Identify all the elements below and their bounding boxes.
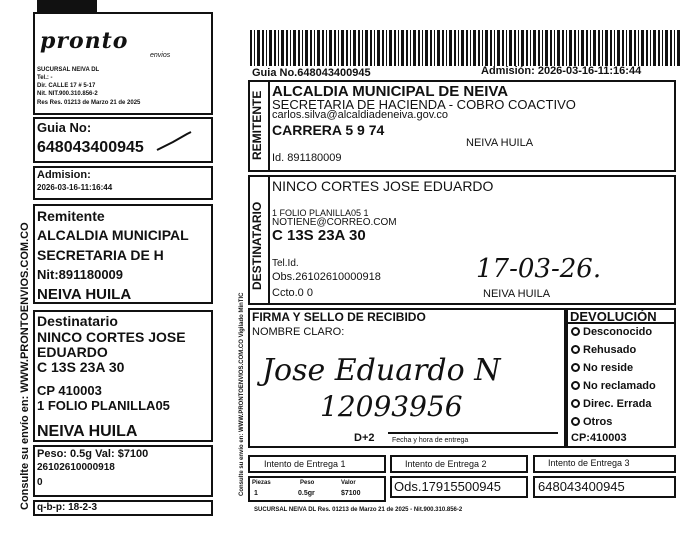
right-dest-tel: Tel.Id. — [272, 258, 299, 269]
dev-option-circle[interactable] — [571, 345, 580, 354]
left-rem-line1: ALCALDIA MUNICIPAL — [37, 227, 189, 243]
right-rem-addr: CARRERA 5 9 74 — [272, 122, 385, 138]
dev-option: Rehusado — [571, 345, 636, 356]
right-dest-folio: 1 FOLIO PLANILLA05 1 — [272, 208, 369, 218]
peso-header: Peso — [300, 480, 315, 486]
right-rem-id: Id. 891180009 — [272, 152, 342, 164]
left-zero: 0 — [37, 477, 43, 488]
right-dest-name: NINCO CORTES JOSE EDUARDO — [272, 178, 494, 194]
handwritten-date: 17-03-26. — [476, 254, 602, 284]
guia-bottom: 648043400945 — [538, 479, 625, 494]
left-admision-label: Admision: — [37, 169, 91, 181]
left-dest-folio: 1 FOLIO PLANILLA05 — [37, 398, 170, 413]
dev-option: Otros — [571, 417, 612, 428]
left-guia-value: 648043400945 — [37, 139, 144, 156]
left-peso-line: Peso: 0.5g Val: $7100 — [37, 448, 149, 460]
left-res: Res Res. 01213 de Marzo 21 de 2025 — [37, 100, 141, 106]
footer-sucursal: SUCURSAL NEIVA DL Res. 01213 de Marzo 21 de 2025 - Nit.900.310.856-2 — [254, 507, 463, 513]
dev-option-circle[interactable] — [571, 327, 580, 336]
intento3: Intento de Entrega 3 — [548, 458, 630, 468]
firma-title: FIRMA Y SELLO DE RECIBIDO — [252, 310, 426, 324]
left-rem-city: NEIVA HUILA — [37, 286, 132, 303]
left-dest-name2: EDUARDO — [37, 344, 108, 360]
right-rem-city: NEIVA HUILA — [466, 137, 534, 149]
intento2: Intento de Entrega 2 — [405, 459, 487, 469]
dev-option-circle[interactable] — [571, 381, 580, 390]
dev-title: DEVOLUCIÓN — [570, 309, 657, 324]
left-dest-name1: NINCO CORTES JOSE — [37, 329, 186, 345]
left-dest-label: Destinatario — [37, 313, 118, 329]
left-rem-line2: SECRETARIA DE H — [37, 247, 164, 263]
handwritten-id: 12093956 — [320, 390, 463, 423]
dev-option-circle[interactable] — [571, 417, 580, 426]
right-dest-ccto: Ccto.0 0 — [272, 287, 313, 299]
right-guia-no: Guia No.648043400945 — [252, 67, 371, 79]
left-admision-value: 2026-03-16-11:16:44 — [37, 183, 113, 192]
right-dest-email: NOTIENE@CORREO.COM — [272, 217, 397, 228]
right-dest-addr: C 13S 23A 30 — [272, 227, 366, 244]
right-rem-name: ALCALDIA MUNICIPAL DE NEIVA — [272, 83, 509, 100]
valor-header: Valor — [341, 480, 356, 486]
left-dest-addr: C 13S 23A 30 — [37, 359, 125, 375]
left-guia-label: Guia No: — [37, 120, 92, 135]
barcode — [250, 30, 680, 66]
right-rem-email: carlos.silva@alcaldiadeneiva.gov.co — [272, 109, 449, 121]
left-dest-cp: CP 410003 — [37, 383, 102, 398]
dev-option: Desconocido — [571, 327, 652, 338]
piezas-header: Piezas — [252, 480, 271, 486]
left-dest-city: NEIVA HUILA — [37, 423, 138, 440]
nombre-claro: NOMBRE CLARO: — [252, 326, 345, 338]
left-sucursal: SUCURSAL NEIVA DL — [37, 67, 100, 73]
peso-value: 0.5gr — [298, 490, 315, 497]
left-nit: Nit. NIT.900.310.856-2 — [37, 91, 98, 97]
dev-option: Direc. Errada — [571, 399, 651, 410]
left-qbp: q-b-p: 18-2-3 — [37, 502, 97, 513]
top-black-tab — [37, 0, 97, 12]
dev-option-circle[interactable] — [571, 399, 580, 408]
piezas-value: 1 — [254, 490, 258, 497]
right-dest-obs: Obs.26102610000918 — [272, 271, 381, 283]
handwritten-name: Jose Eduardo N — [262, 353, 501, 388]
left-rem-label: Remitente — [37, 208, 105, 224]
ods: Ods.17915500945 — [394, 479, 501, 494]
right-side-vigilado: Consulte su envío en: WWW.PRONTOENVIOS.COM.CO Vigilado MinTIC — [239, 292, 245, 496]
right-dest-city: NEIVA HUILA — [483, 288, 551, 300]
pronto-logo-sub: envios — [150, 52, 171, 59]
fecha-hora-label: Fecha y hora de entrega — [392, 437, 469, 444]
dev-cp: CP:410003 — [571, 432, 627, 444]
left-ref: 26102610000918 — [37, 462, 115, 473]
left-rem-nit: Nit:891180009 — [37, 267, 124, 282]
left-side-consult: Consulte su envío en: WWW.PRONTOENVIOS.COM.CO — [19, 222, 31, 510]
left-tel: Tel.: - — [37, 75, 53, 81]
dev-option: No reclamado — [571, 381, 656, 392]
left-guia-checkmark — [155, 128, 195, 154]
right-dest-tag: DESTINATARIO — [250, 201, 264, 290]
intento1: Intento de Entrega 1 — [264, 459, 346, 469]
pronto-logo: pronto — [40, 28, 129, 54]
right-rem-sec: SECRETARIA DE HACIENDA - COBRO COACTIVO — [272, 97, 576, 112]
right-admision: Admisión: 2026-03-16-11:16:44 — [481, 65, 642, 77]
dev-option-circle[interactable] — [571, 363, 580, 372]
d2-label: D+2 — [354, 432, 375, 444]
valor-value: $7100 — [341, 490, 361, 497]
left-dir: Dir. CALLE 17 # 5-17 — [37, 83, 96, 89]
right-rem-tag: REMITENTE — [250, 90, 264, 160]
dev-option: No reside — [571, 363, 633, 374]
